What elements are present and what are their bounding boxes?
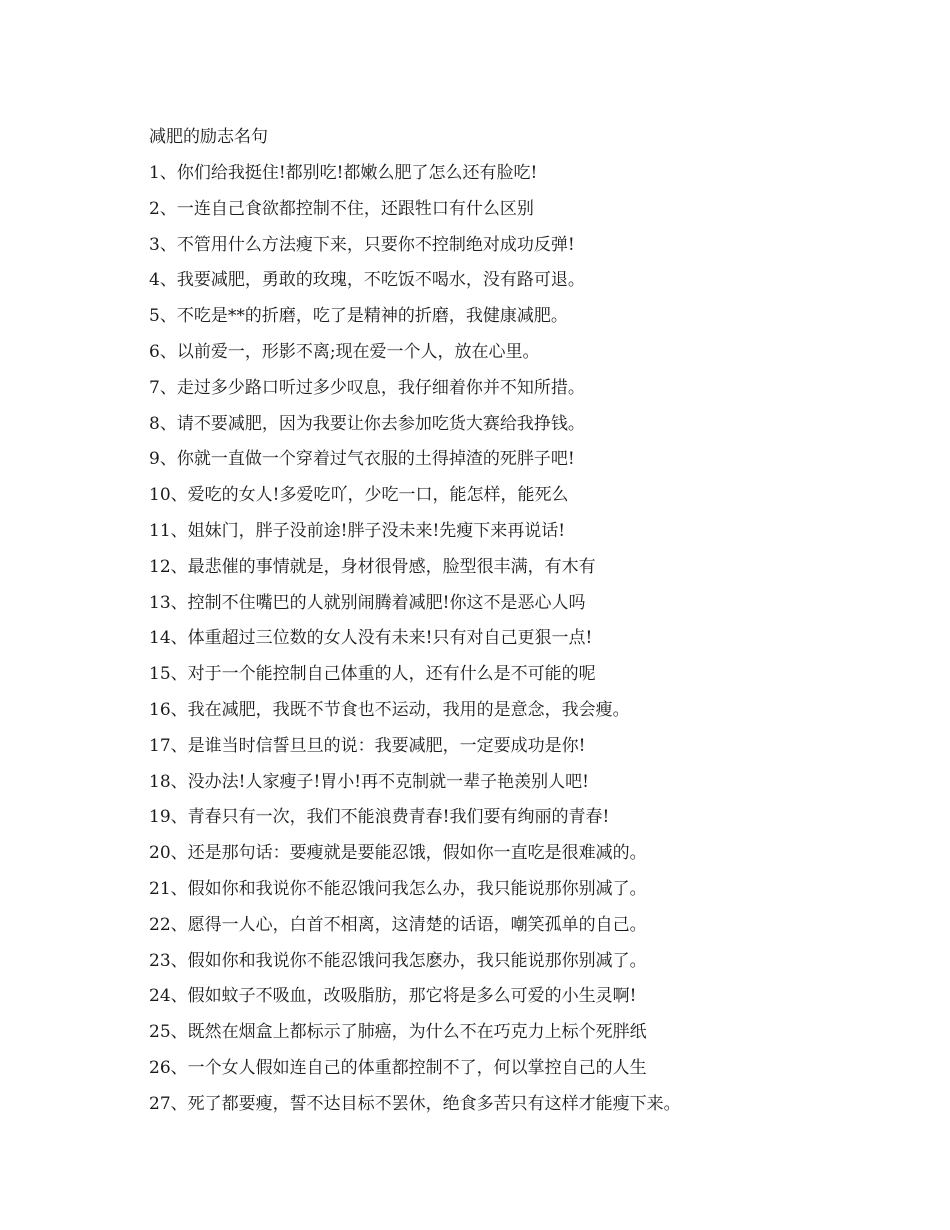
quote-item: 5、不吃是**的折磨，吃了是精神的折磨，我健康减肥。 bbox=[149, 306, 568, 327]
quote-item: 14、体重超过三位数的女人没有未来!只有对自己更狠一点! bbox=[149, 628, 593, 649]
quote-list bbox=[149, 160, 909, 1117]
quote-item: 27、死了都要瘦，誓不达目标不罢休，绝食多苦只有这样才能瘦下来。 bbox=[149, 1093, 681, 1114]
quote-item: 16、我在减肥，我既不节食也不运动，我用的是意念，我会瘦。 bbox=[149, 699, 630, 720]
document-title: 减肥的励志名句 bbox=[149, 127, 268, 147]
quote-item: 7、走过多少路口听过多少叹息，我仔细着你并不知所措。 bbox=[149, 377, 585, 398]
quote-item: 3、不管用什么方法瘦下来，只要你不控制绝对成功反弹! bbox=[149, 234, 575, 255]
quote-item: 22、愿得一人心，白首不相离，这清楚的话语，嘲笑孤单的自己。 bbox=[149, 914, 647, 935]
quote-item: 25、既然在烟盒上都标示了肺癌，为什么不在巧克力上标个死胖纸 bbox=[149, 1022, 647, 1043]
quote-item: 20、还是那句话：要瘦就是要能忍饿，假如你一直吃是很难减的。 bbox=[149, 843, 647, 864]
quote-item: 13、控制不住嘴巴的人就别闹腾着减肥!你这不是恶心人吗 bbox=[149, 592, 586, 613]
quote-item: 19、青春只有一次，我们不能浪费青春!我们要有绚丽的青春! bbox=[149, 807, 610, 828]
quote-item: 15、对于一个能控制自己体重的人，还有什么是不可能的呢 bbox=[149, 664, 596, 685]
quote-item: 26、一个女人假如连自己的体重都控制不了，何以掌控自己的人生 bbox=[149, 1057, 647, 1078]
quote-item: 6、以前爱一，形影不离;现在爱一个人，放在心里。 bbox=[149, 341, 540, 362]
document-page bbox=[149, 124, 909, 1127]
quote-item: 23、假如你和我说你不能忍饿问我怎麽办，我只能说那你别减了。 bbox=[149, 950, 647, 971]
quote-item: 12、最悲催的事情就是，身材很骨感，脸型很丰满，有木有 bbox=[149, 556, 596, 577]
quote-item: 10、爱吃的女人!多爱吃吖，少吃一口，能怎样，能死么 bbox=[149, 485, 569, 506]
quote-item: 18、没办法!人家瘦子!胃小!再不克制就一辈子艳羡别人吧! bbox=[149, 771, 589, 792]
quote-item: 1、你们给我挺住!都别吃!都嫩么肥了怎么还有脸吃! bbox=[149, 163, 538, 183]
quote-item: 8、请不要减肥，因为我要让你去参加吃货大赛给我挣钱。 bbox=[149, 413, 585, 434]
quote-item: 21、假如你和我说你不能忍饿问我怎么办，我只能说那你别减了。 bbox=[149, 878, 647, 899]
quote-item: 17、是谁当时信誓旦旦的说：我要减肥，一定要成功是你! bbox=[149, 735, 586, 756]
quote-item: 11、姐妹门，胖子没前途!胖子没未来!先瘦下来再说话! bbox=[149, 520, 566, 541]
quote-item: 2、一连自己食欲都控制不住，还跟牲口有什么区别 bbox=[149, 198, 534, 219]
quote-item: 9、你就一直做一个穿着过气衣服的土得掉渣的死胖子吧! bbox=[149, 449, 575, 470]
quote-item: 4、我要减肥，勇敢的玫瑰，不吃饭不喝水，没有路可退。 bbox=[149, 270, 585, 291]
quote-item: 24、假如蚊子不吸血，改吸脂肪，那它将是多么可爱的小生灵啊! bbox=[149, 986, 637, 1007]
